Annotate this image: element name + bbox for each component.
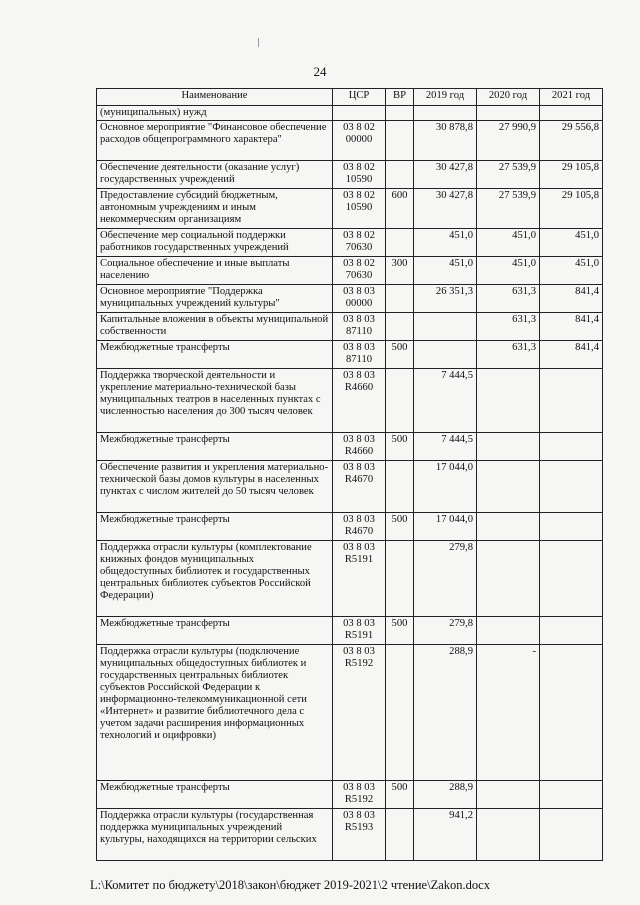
cell-2019: 17 044,0 (414, 513, 477, 541)
cell-name: Капитальные вложения в объекты муниципальной собственности (97, 313, 333, 341)
cell-2019: 30 427,8 (414, 161, 477, 189)
cell-csr: 03 8 03 R4670 (333, 513, 386, 541)
cell-2019: 30 427,8 (414, 189, 477, 229)
cell-2019: 451,0 (414, 257, 477, 285)
cell-name: Предоставление субсидий бюджетным, автономным учреждениям и иным некоммерческим организациям (97, 189, 333, 229)
cell-csr: 03 8 03 00000 (333, 285, 386, 313)
cell-2021 (540, 541, 603, 617)
header-2020: 2020 год (477, 89, 540, 106)
cell-vr: 500 (386, 617, 414, 645)
cell-name: Основное мероприятие "Финансовое обеспечение расходов общепрограммного характера" (97, 121, 333, 161)
cell-2019 (414, 341, 477, 369)
table-header-row (97, 89, 603, 106)
cell-2020: 451,0 (477, 229, 540, 257)
cell-2021 (540, 369, 603, 433)
cell-2021: 841,4 (540, 341, 603, 369)
cell-name: Межбюджетные трансферты (97, 433, 333, 461)
cell-2019: 30 878,8 (414, 121, 477, 161)
cell-2021 (540, 617, 603, 645)
cell-name: Обеспечение развития и укрепления материально-технической базы домов культуры в населенных пунктах с числом жителей до 50 тысяч человек (97, 461, 333, 513)
cell-2020 (477, 433, 540, 461)
cell-2021: 451,0 (540, 229, 603, 257)
cell-name: Обеспечение деятельности (оказание услуг) государственных учреждений (97, 161, 333, 189)
cell-csr: 03 8 03 R5191 (333, 617, 386, 645)
cell-2021 (540, 433, 603, 461)
cell-2020: - (477, 645, 540, 781)
budget-table (96, 88, 603, 861)
table-row (97, 541, 603, 617)
table-row (97, 189, 603, 229)
footer-file-path: L:\Комитет по бюджету\2018\закон\бюджет 2019-2021\2 чтение\Zakon.docx (90, 878, 490, 892)
cell-2020 (477, 809, 540, 861)
cell-name: (муниципальных) нужд (97, 106, 333, 121)
cell-vr (386, 369, 414, 433)
cell-2019: 288,9 (414, 781, 477, 809)
cell-vr (386, 161, 414, 189)
cell-2021: 29 556,8 (540, 121, 603, 161)
cell-csr: 03 8 03 87110 (333, 341, 386, 369)
cell-2019: 288,9 (414, 645, 477, 781)
cell-2019 (414, 313, 477, 341)
cell-2019: 941,2 (414, 809, 477, 861)
cell-csr: 03 8 03 R5191 (333, 541, 386, 617)
cell-csr: 03 8 03 R5193 (333, 809, 386, 861)
header-2019: 2019 год (414, 89, 477, 106)
cell-vr: 600 (386, 189, 414, 229)
header-csr: ЦСР (333, 89, 386, 106)
cell-2019 (414, 106, 477, 121)
cell-name: Поддержка отрасли культуры (государственная поддержка муниципальных учреждений культуры, находящихся на территории сельских (97, 809, 333, 861)
cell-csr: 03 8 02 70630 (333, 229, 386, 257)
cell-2020: 631,3 (477, 313, 540, 341)
cell-vr (386, 541, 414, 617)
cell-vr (386, 461, 414, 513)
cell-csr: 03 8 03 R4660 (333, 369, 386, 433)
cell-vr: 500 (386, 513, 414, 541)
table-row (97, 513, 603, 541)
cell-2021 (540, 809, 603, 861)
cell-2020: 631,3 (477, 341, 540, 369)
table-row (97, 645, 603, 781)
cell-name: Межбюджетные трансферты (97, 617, 333, 645)
table-row (97, 617, 603, 645)
cell-vr: 500 (386, 341, 414, 369)
cell-2021: 29 105,8 (540, 189, 603, 229)
cell-2020 (477, 461, 540, 513)
cell-csr: 03 8 03 87110 (333, 313, 386, 341)
cell-vr (386, 229, 414, 257)
table-row (97, 341, 603, 369)
cell-csr: 03 8 02 10590 (333, 161, 386, 189)
table-row (97, 461, 603, 513)
cell-name: Межбюджетные трансферты (97, 341, 333, 369)
table-row (97, 433, 603, 461)
cell-2021: 841,4 (540, 285, 603, 313)
cell-2021 (540, 645, 603, 781)
table-row (97, 369, 603, 433)
table-row (97, 121, 603, 161)
header-vr: ВР (386, 89, 414, 106)
cell-2019: 7 444,5 (414, 369, 477, 433)
cell-2021 (540, 781, 603, 809)
scan-artifact (258, 38, 259, 47)
cell-2019: 17 044,0 (414, 461, 477, 513)
cell-2019: 279,8 (414, 617, 477, 645)
header-name: Наименование (97, 89, 333, 106)
cell-2020: 27 539,9 (477, 161, 540, 189)
cell-csr: 03 8 02 00000 (333, 121, 386, 161)
cell-name: Межбюджетные трансферты (97, 513, 333, 541)
cell-csr (333, 106, 386, 121)
cell-2021: 29 105,8 (540, 161, 603, 189)
cell-2019: 26 351,3 (414, 285, 477, 313)
page-number: 24 (313, 64, 327, 79)
cell-vr (386, 121, 414, 161)
cell-2020: 27 539,9 (477, 189, 540, 229)
cell-name: Социальное обеспечение и иные выплаты населению (97, 257, 333, 285)
table-row (97, 161, 603, 189)
cell-2020 (477, 369, 540, 433)
table-row (97, 257, 603, 285)
cell-2020: 631,3 (477, 285, 540, 313)
cell-csr: 03 8 03 R5192 (333, 645, 386, 781)
table-body (97, 106, 603, 861)
cell-name: Поддержка творческой деятельности и укрепление материально-технической базы муниципальных театров в населенных пунктах с численностью населения до 300 тысяч человек (97, 369, 333, 433)
cell-vr: 500 (386, 433, 414, 461)
table-row (97, 229, 603, 257)
cell-vr (386, 809, 414, 861)
cell-2020 (477, 106, 540, 121)
cell-vr (386, 285, 414, 313)
cell-2021 (540, 513, 603, 541)
cell-2021 (540, 106, 603, 121)
table-row (97, 313, 603, 341)
cell-vr: 300 (386, 257, 414, 285)
table-row (97, 285, 603, 313)
cell-name: Поддержка отрасли культуры (комплектование книжных фондов муниципальных общедоступных библиотек и государственных центральных библиотек субъектов Российской Федерации) (97, 541, 333, 617)
cell-csr: 03 8 02 70630 (333, 257, 386, 285)
cell-2019: 7 444,5 (414, 433, 477, 461)
cell-name: Поддержка отрасли культуры (подключение муниципальных общедоступных библиотек и государственных центральных библиотек субъектов Российской Федерации к информационно-телекоммуникационной сети «Интернет» и развитие библиотечного дела с учетом задачи расширения информационных технологий и оцифровки) (97, 645, 333, 781)
header-2021: 2021 год (540, 89, 603, 106)
cell-name: Основное мероприятие "Поддержка муниципальных учреждений культуры" (97, 285, 333, 313)
cell-2020 (477, 513, 540, 541)
cell-vr (386, 645, 414, 781)
table-row (97, 106, 603, 121)
cell-2019: 451,0 (414, 229, 477, 257)
cell-2019: 279,8 (414, 541, 477, 617)
cell-2020 (477, 781, 540, 809)
cell-2020 (477, 541, 540, 617)
cell-csr: 03 8 02 10590 (333, 189, 386, 229)
cell-2021: 841,4 (540, 313, 603, 341)
cell-csr: 03 8 03 R4660 (333, 433, 386, 461)
cell-2021 (540, 461, 603, 513)
cell-2020: 451,0 (477, 257, 540, 285)
cell-csr: 03 8 03 R4670 (333, 461, 386, 513)
cell-vr: 500 (386, 781, 414, 809)
table-row (97, 809, 603, 861)
table-row (97, 781, 603, 809)
cell-2020: 27 990,9 (477, 121, 540, 161)
cell-name: Обеспечение мер социальной поддержки работников государственных учреждений (97, 229, 333, 257)
cell-csr: 03 8 03 R5192 (333, 781, 386, 809)
cell-name: Межбюджетные трансферты (97, 781, 333, 809)
cell-vr (386, 313, 414, 341)
cell-vr (386, 106, 414, 121)
cell-2021: 451,0 (540, 257, 603, 285)
cell-2020 (477, 617, 540, 645)
